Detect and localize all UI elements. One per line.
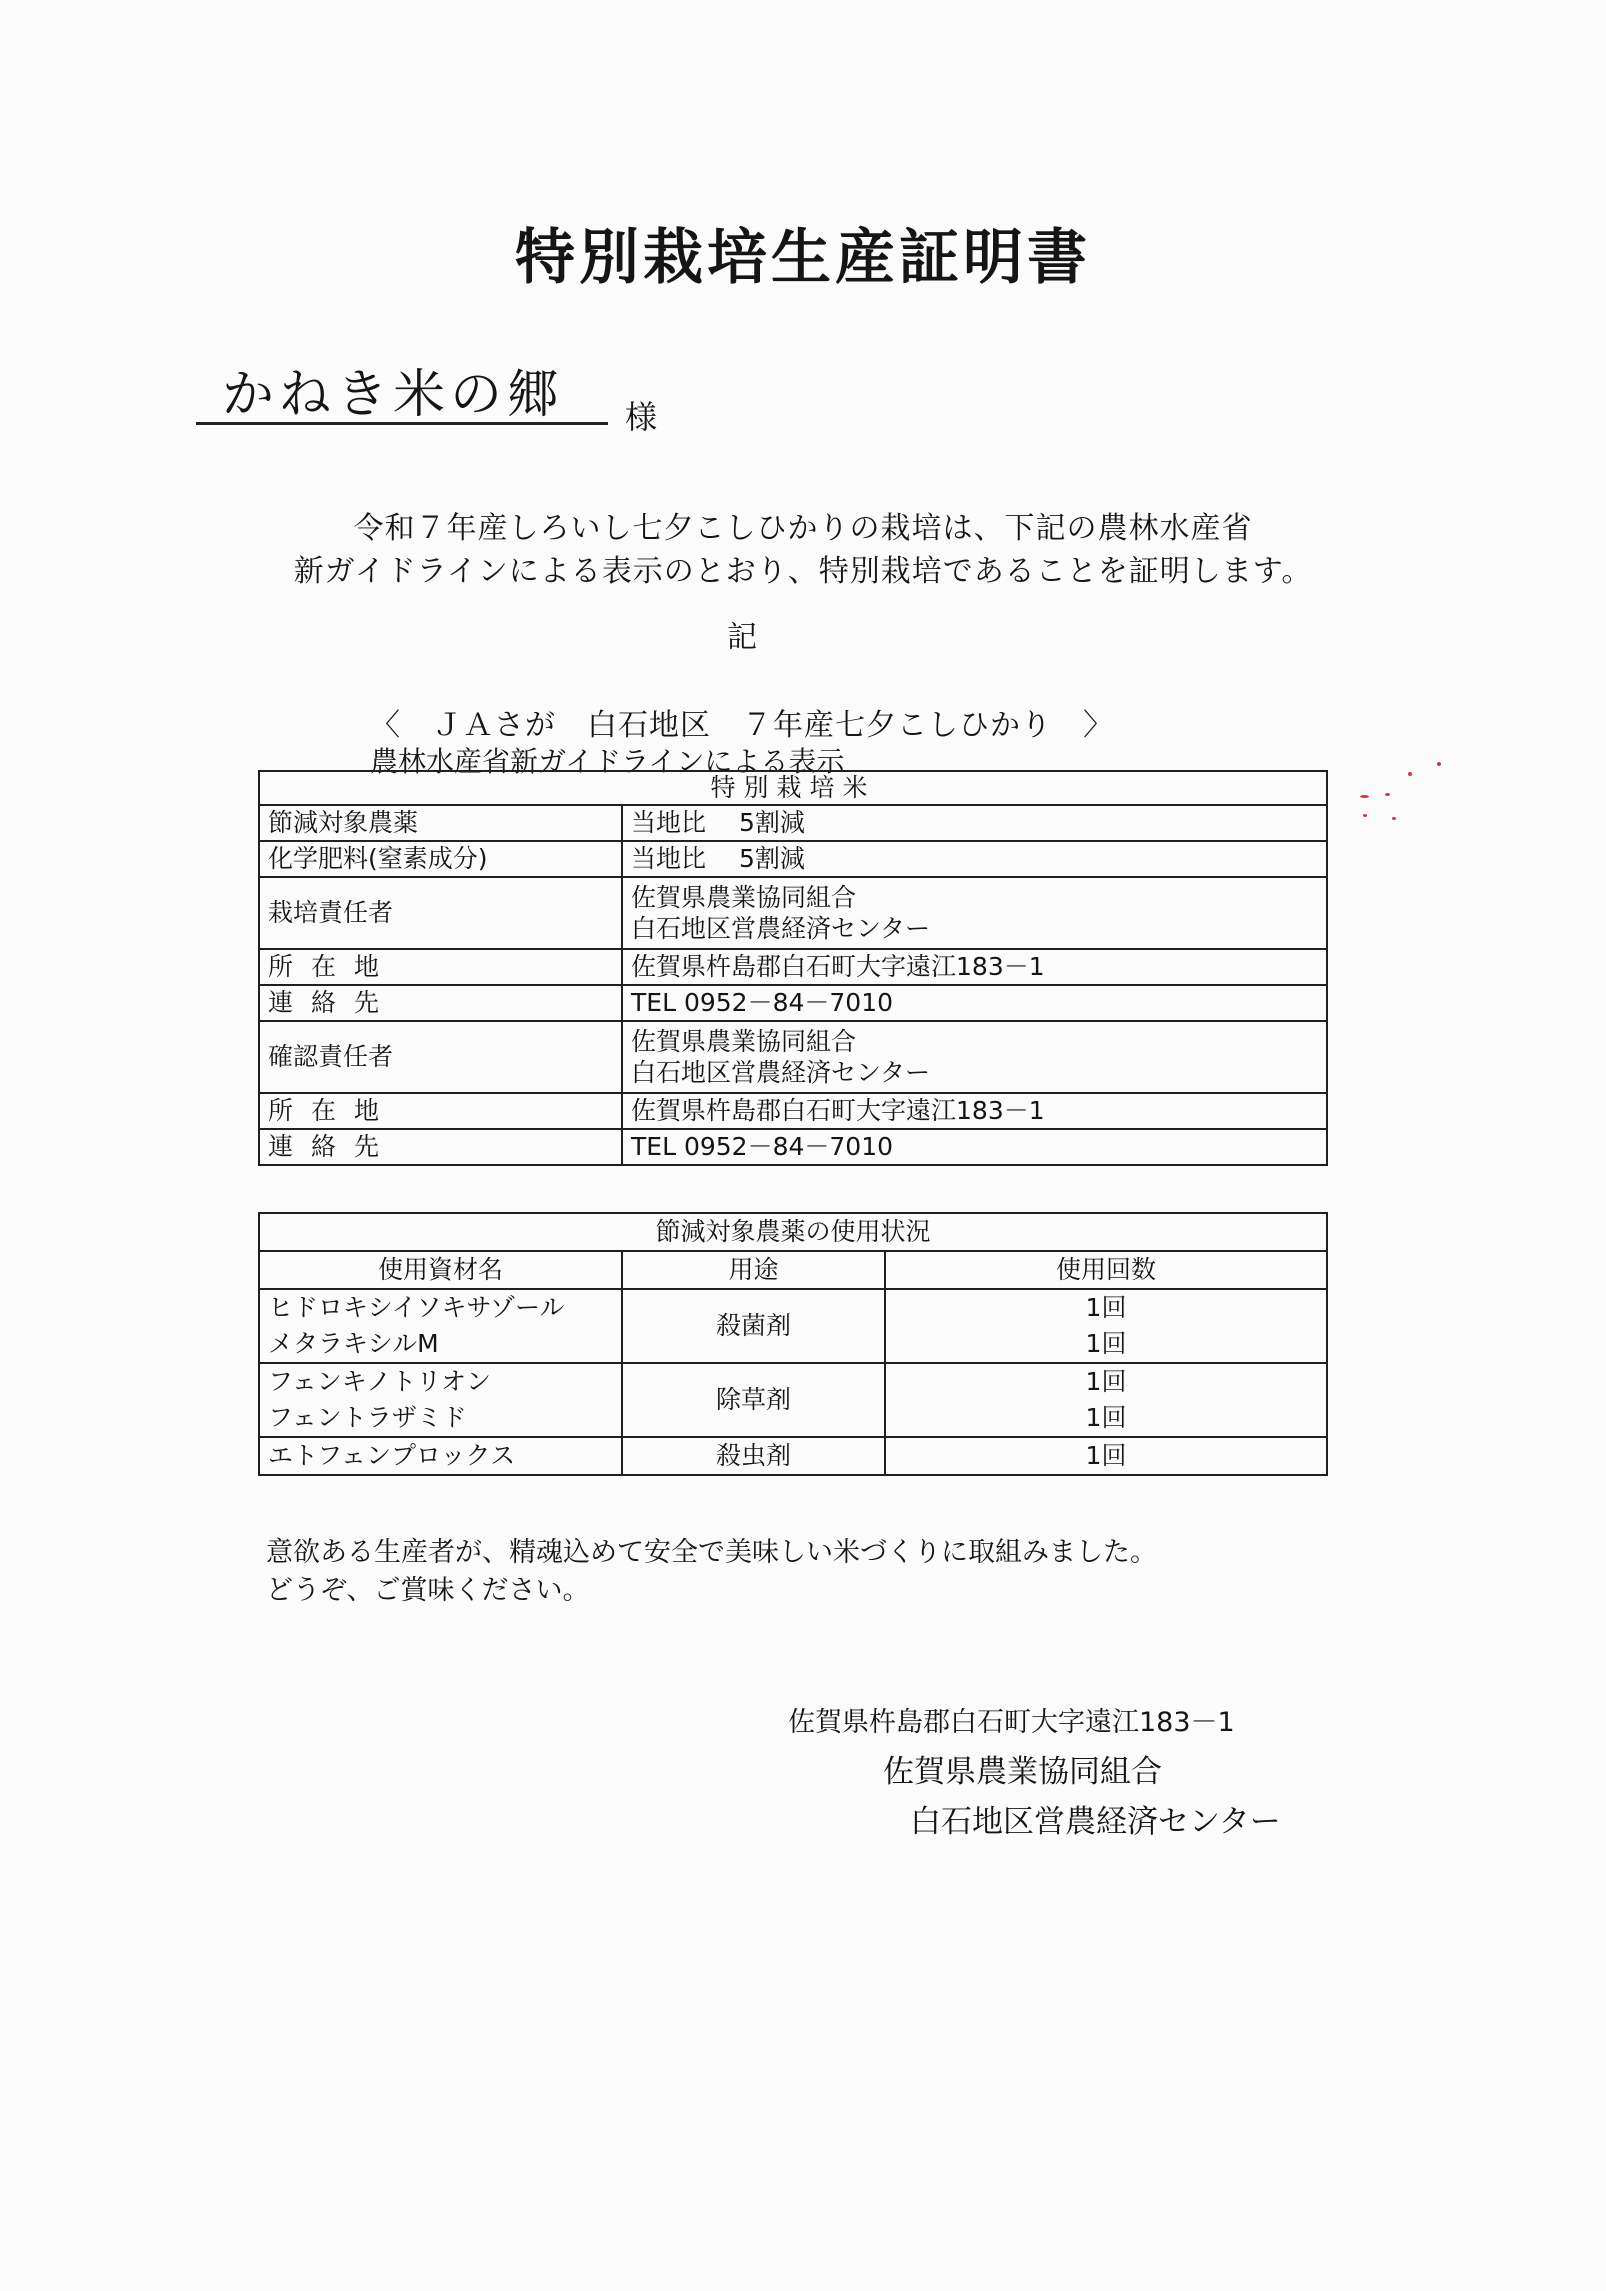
intro-line-1: 令和７年産しろいし七夕こしひかりの栽培は、下記の農林水産省: [353, 511, 1253, 546]
stamp-mark: [1385, 793, 1390, 796]
table-row: [259, 1289, 1327, 1363]
usage-counts: [885, 1437, 1327, 1475]
stamp-mark: [1437, 762, 1441, 766]
stamp-mark: [1363, 814, 1367, 817]
row-value-location-2: 佐賀県杵島郡白石町大字遠江183－1: [622, 1093, 1327, 1129]
confirmation-manager-org: 佐賀県農業協同組合: [631, 1026, 857, 1056]
issuer-organization: 佐賀県農業協同組合: [883, 1754, 1162, 1790]
material-name: ヒドロキシイソキサゾール: [268, 1293, 565, 1322]
cultivation-manager-center: 白石地区営農経済センター: [631, 914, 931, 943]
recipient-name: かねき米の郷: [222, 365, 565, 425]
material-name: メタラキシルM: [268, 1329, 439, 1358]
closing-line-1: 意欲ある生産者が、精魂込めて安全で美味しい米づくりに取組みました。: [266, 1537, 1157, 1568]
row-label-location: 所在地: [259, 949, 622, 985]
table-row: [259, 805, 1327, 841]
usage-table-column-headers: [259, 1251, 1327, 1289]
certification-table-header: 特別栽培米: [259, 771, 1327, 805]
row-value-contact-2: TEL 0952－84－7010: [622, 1129, 1327, 1165]
row-label-confirmation-manager: 確認責任者: [259, 1021, 622, 1093]
certification-table: [258, 770, 1328, 1166]
purpose-cell: 除草剤: [622, 1363, 885, 1437]
usage-count: 1回: [1085, 1441, 1127, 1470]
usage-table-title: 節減対象農薬の使用状況: [259, 1213, 1327, 1251]
intro-line-2: 新ガイドラインによる表示のとおり、特別栽培であることを証明します。: [293, 554, 1313, 589]
issuer-center: 白石地区営農経済センター: [910, 1804, 1281, 1840]
usage-count: 1回: [1085, 1367, 1127, 1396]
material-name: フェンキノトリオン: [268, 1367, 492, 1396]
material-names: [259, 1363, 622, 1437]
row-label-chemical-fertilizer: 化学肥料(窒素成分): [259, 841, 622, 877]
issuer-address: 佐賀県杵島郡白石町大字遠江183－1: [788, 1707, 1235, 1738]
usage-count: 1回: [1085, 1293, 1127, 1322]
usage-count: 1回: [1085, 1329, 1127, 1358]
row-label-location-2: 所在地: [259, 1093, 622, 1129]
material-names: [259, 1289, 622, 1363]
row-value-cultivation-manager: [622, 877, 1327, 949]
ki-label: 記: [727, 620, 757, 655]
stamp-mark: [1392, 817, 1396, 820]
recipient-underline: [196, 422, 608, 425]
closing-line-2: どうぞ、ご賞味ください。: [266, 1575, 590, 1606]
usage-counts: [885, 1363, 1327, 1437]
table-row: [259, 1093, 1327, 1129]
row-label-contact-2: 連絡先: [259, 1129, 622, 1165]
confirmation-manager-center: 白石地区営農経済センター: [631, 1058, 931, 1087]
material-name: フェントラザミド: [268, 1403, 467, 1432]
table-row: [259, 949, 1327, 985]
row-value-contact: TEL 0952－84－7010: [622, 985, 1327, 1021]
table-row: [259, 877, 1327, 949]
row-label-reduced-pesticide: 節減対象農薬: [259, 805, 622, 841]
table-row: [259, 1129, 1327, 1165]
purpose-cell: 殺菌剤: [622, 1289, 885, 1363]
table-row: [259, 1363, 1327, 1437]
recipient-honorific: 様: [625, 398, 658, 436]
table-row: [259, 985, 1327, 1021]
material-names: [259, 1437, 622, 1475]
table-row: [259, 1021, 1327, 1093]
row-value-location: 佐賀県杵島郡白石町大字遠江183－1: [622, 949, 1327, 985]
row-value-confirmation-manager: [622, 1021, 1327, 1093]
row-value-reduced-pesticide: 当地比 5割減: [622, 805, 1327, 841]
table-row: [259, 841, 1327, 877]
section-heading: 〈 ＪＡさが 白石地区 ７年産七夕こしひかり 〉: [370, 708, 1114, 743]
table-caption: 農林水産省新ガイドラインによる表示: [370, 745, 845, 778]
row-value-chemical-fertilizer: 当地比 5割減: [622, 841, 1327, 877]
cultivation-manager-org: 佐賀県農業協同組合: [631, 882, 857, 912]
material-name: エトフェンプロックス: [268, 1441, 516, 1470]
column-header-count: 使用回数: [885, 1251, 1327, 1289]
usage-count: 1回: [1085, 1403, 1127, 1432]
row-label-contact: 連絡先: [259, 985, 622, 1021]
pesticide-usage-table: [258, 1212, 1328, 1476]
row-label-cultivation-manager: 栽培責任者: [259, 877, 622, 949]
document-title: 特別栽培生産証明書: [515, 223, 1091, 293]
table-row: [259, 1437, 1327, 1475]
purpose-cell: 殺虫剤: [622, 1437, 885, 1475]
stamp-mark: [1360, 795, 1369, 798]
column-header-purpose: 用途: [622, 1251, 885, 1289]
usage-counts: [885, 1289, 1327, 1363]
column-header-material: 使用資材名: [259, 1251, 622, 1289]
stamp-mark: [1408, 772, 1412, 776]
